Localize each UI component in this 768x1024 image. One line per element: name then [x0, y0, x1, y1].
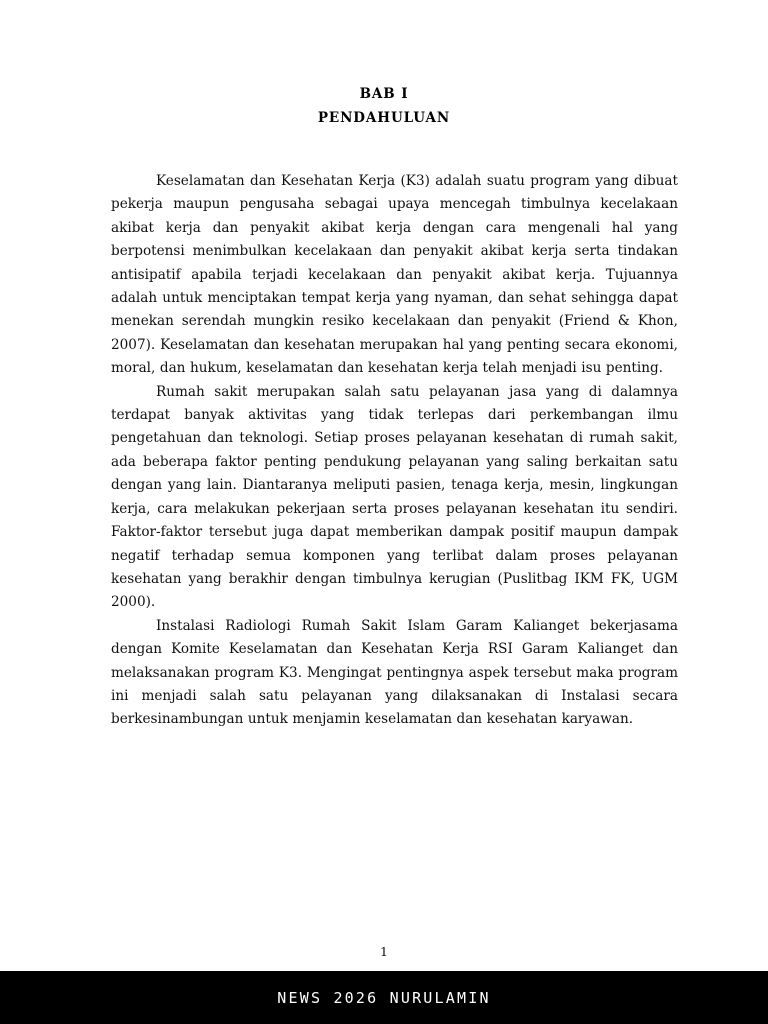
chapter-heading: BAB I [359, 86, 409, 102]
page-number: 1 [380, 944, 388, 959]
paragraph-2: Rumah sakit merupakan salah satu pelayanan jasa yang di dalamnya terdapat banyak aktivitas yang tidak terlepas dari perkembangan ilmu pengetahuan dan teknologi. Setiap proses pelayanan kesehatan di rumah sakit, ada beberapa faktor penting pendukung pelayanan yang saling berkaitan satu dengan yang lain. Diantaranya meliputi pasien, tenaga kerja, mesin, lingkungan kerja, cara melakukan pekerjaan serta proses pelayanan kesehatan itu sendiri. Faktor-faktor tersebut juga dapat memberikan dampak positif maupun dampak negatif terhadap semua komponen yang terlibat dalam proses pelayanan kesehatan yang berakhir dengan timbulnya kerugian (Puslitbag IKM FK, UGM 2000). [111, 383, 678, 611]
chapter-heading-block [0, 82, 768, 130]
footer-watermark-banner [0, 971, 768, 1024]
footer-watermark-text: NEWS 2026 NURULAMIN [277, 988, 491, 1007]
paragraph-3: Instalasi Radiologi Rumah Sakit Islam Garam Kalianget bekerjasama dengan Komite Keselamatan dan Kesehatan Kerja RSI Garam Kalianget dan melaksanakan program K3. Mengingat pentingnya aspek tersebut maka program ini menjadi salah satu pelayanan yang dilaksanakan di Instalasi secara berkesinambungan untuk menjamin keselamatan dan kesehatan karyawan. [111, 617, 678, 728]
section-heading: PENDAHULUAN [317, 110, 451, 126]
paragraph-1: Keselamatan dan Kesehatan Kerja (K3) adalah suatu program yang dibuat pekerja maupun pengusaha sebagai upaya mencegah timbulnya kecelakaan akibat kerja dan penyakit akibat kerja dengan cara mengenali hal yang berpotensi menimbulkan kecelakaan dan penyakit akibat kerja serta tindakan antisipatif apabila terjadi kecelakaan dan penyakit akibat kerja. Tujuannya adalah untuk menciptakan tempat kerja yang nyaman, dan sehat sehingga dapat menekan serendah mungkin resiko kecelakaan dan penyakit (Friend & Khon, 2007). Keselamatan dan kesehatan merupakan hal yang penting secara ekonomi, moral, dan hukum, keselamatan dan kesehatan kerja telah menjadi isu penting. [111, 173, 678, 377]
body-text-column [111, 170, 678, 732]
